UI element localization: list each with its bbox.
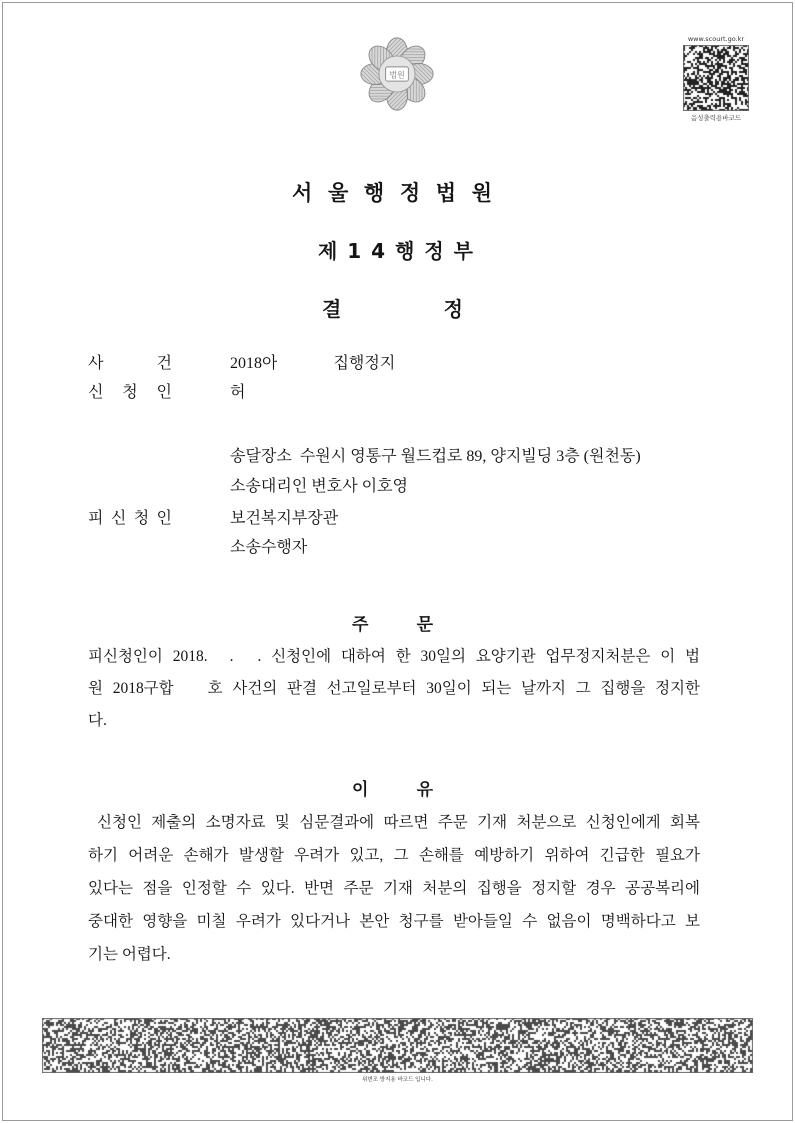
applicant-name: 허 [230,384,246,401]
emblem-text: 법원 [389,70,405,80]
redacted-text [277,355,333,373]
reasons-line: 있다는 점을 인정할 수 있다. 반면 주문 기재 처분의 집행을 정지할 경우 공공복리에 [88,880,700,897]
order-heading: 주 문 [352,615,433,635]
case-value [230,354,395,374]
order-text-segment: 원 2018구합 [88,680,174,697]
document-type: 결 정 [322,297,463,321]
order-text-segment: . 신청인에 대하여 한 30일의 요양기관 업무정지처분은 이 법 [257,648,700,665]
respondent-name: 보건복지부장관 [230,510,339,527]
respondent-row [0,509,795,529]
reasons-line: 신청인 제출의 소명자료 및 심문결과에 따르면 주문 기재 처분으로 신청인에게 회복 [97,814,700,831]
case-number: 2018아 [230,355,278,372]
service-address-label: 송달장소 [230,448,292,465]
reasons-line: 기는 어렵다. [88,946,171,963]
court-name: 서 울 행 정 법 원 [292,181,492,205]
order-line [88,673,700,705]
attorney: 소송대리인 변호사 이호영 [230,478,409,495]
order-text-segment: 피신청인이 2018. [88,648,208,665]
respondent-label: 피 신 청 인 [88,510,172,527]
litigator-row [0,538,795,558]
court-emblem-icon [359,36,435,112]
service-address-value: 수원시 영통구 월드컵로 89, 양지빌딩 3층 (원천동) [299,448,641,465]
litigator [230,538,377,558]
redacted-text [233,648,257,666]
litigator-label: 소송수행자 [230,539,308,556]
anti-forgery-barcode [42,1018,753,1073]
redacted-text [307,539,377,557]
applicant-value [230,383,315,403]
court-website-url: www.scourt.go.kr [687,35,745,43]
redacted-text [208,648,230,666]
voice-output-barcode [683,45,749,111]
order-text-segment: . [229,648,234,665]
order-line [88,641,700,673]
attorney-row [0,477,795,497]
order-line [88,705,700,737]
case-title: 집행정지 [333,355,396,372]
barcode-caption: 위변조 방지용 바코드 입니다. [362,1077,433,1083]
order-text-segment: 호 사건의 판결 선고일로부터 30일이 되는 날까지 그 집행을 정지한 [207,680,700,697]
service-address [230,447,641,467]
order-body [88,641,700,737]
service-address-row [0,447,795,467]
court-division: 제 1 4 행 정 부 [318,239,473,263]
reasons-line: 하기 어려운 손해가 발생할 우려가 있고, 그 손해를 예방하기 위하여 긴급한 필요가 [88,847,700,864]
redacted-text [245,384,315,402]
applicant-row [0,383,795,403]
case-label: 사 건 [88,355,172,372]
reasons-body [88,806,700,971]
applicant-label: 신 청 인 [88,384,172,401]
reasons-line: 중대한 영향을 미칠 우려가 있다거나 본안 청구를 받아들일 수 없음이 명백하다고 보 [88,913,700,930]
order-text-segment: 다. [88,712,107,729]
reasons-heading: 이 유 [352,780,433,800]
voice-barcode-caption: 음성출력용바코드 [690,114,742,122]
case-row [0,354,795,374]
redacted-text [174,680,208,698]
